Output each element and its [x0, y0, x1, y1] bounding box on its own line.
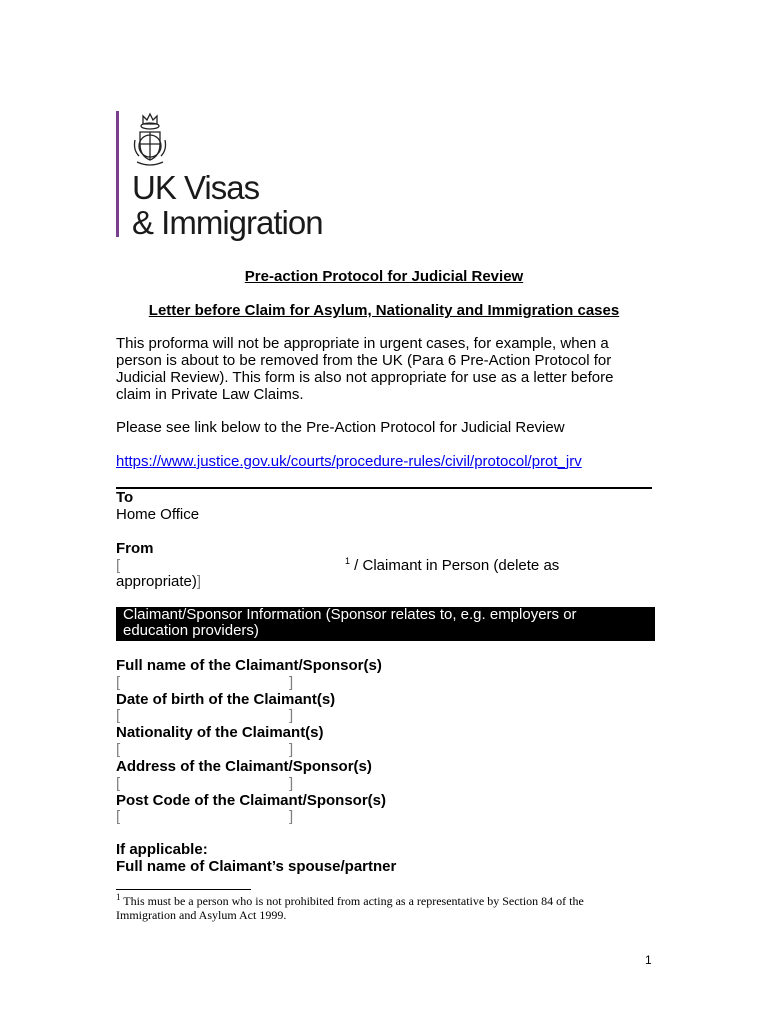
- if-applicable-label: If applicable:: [116, 841, 208, 858]
- intro-line: claim in Private Law Claims.: [116, 386, 304, 403]
- intro-line: Judicial Review). This form is also not appropriate for use as a letter before: [116, 369, 614, 386]
- footnote-separator: [116, 889, 251, 890]
- royal-crest-icon: [131, 110, 169, 168]
- to-label: To: [116, 489, 134, 506]
- post-code-field-open[interactable]: [: [116, 808, 121, 825]
- section-header-line: Claimant/Sponsor Information (Sponsor relates to, e.g. employers or: [123, 606, 577, 623]
- see-link-text: Please see link below to the Pre-Action Protocol for Judicial Review: [116, 419, 565, 436]
- section-header-text: [123, 607, 577, 639]
- nationality-field-close: ]: [289, 741, 294, 758]
- spouse-name-label: Full name of Claimant’s spouse/partner: [116, 858, 397, 875]
- from-field-close-bracket: ]: [196, 573, 202, 590]
- logo-line-1: UK Visas: [132, 169, 260, 206]
- from-claimant-text: [345, 557, 559, 574]
- full-name-field-open[interactable]: [: [116, 674, 121, 691]
- from-field-open-bracket[interactable]: [: [116, 557, 121, 574]
- post-code-label: Post Code of the Claimant/Sponsor(s): [116, 792, 387, 809]
- from-continuation: [116, 573, 201, 590]
- claimant-info-section-header: [116, 607, 655, 641]
- footnote-ref: 1: [345, 556, 351, 566]
- post-code-field-close: ]: [289, 808, 294, 825]
- from-appropriate-text: appropriate): [116, 573, 197, 590]
- date-of-birth-field-close: ]: [289, 707, 294, 724]
- document-title: Pre-action Protocol for Judicial Review: [244, 268, 524, 285]
- intro-paragraph: [116, 335, 613, 403]
- nationality-label: Nationality of the Claimant(s): [116, 724, 324, 741]
- date-of-birth-label: Date of birth of the Claimant(s): [116, 691, 336, 708]
- intro-line: person is about to be removed from the UK (Para 6 Pre-Action Protocol for: [116, 352, 612, 369]
- section-header-line: education providers): [123, 622, 259, 639]
- address-label: Address of the Claimant/Sponsor(s): [116, 758, 372, 775]
- address-field-open[interactable]: [: [116, 775, 121, 792]
- full-name-field-close: ]: [289, 674, 294, 691]
- page-number: 1: [645, 953, 652, 967]
- full-name-label: Full name of the Claimant/Sponsor(s): [116, 657, 382, 674]
- document-subtitle: Letter before Claim for Asylum, Nationality and Immigration cases: [148, 302, 620, 319]
- footnote-line-2: Immigration and Asylum Act 1999.: [116, 908, 287, 922]
- footnote-text-1: This must be a person who is not prohibited from acting as a representative by Section 84 of the: [120, 894, 584, 908]
- footnote-mark: 1: [116, 892, 121, 902]
- footnote: [116, 894, 584, 922]
- date-of-birth-field-open[interactable]: [: [116, 707, 121, 724]
- from-claimant-label: / Claimant in Person (delete as: [350, 557, 560, 574]
- to-value: Home Office: [116, 506, 200, 523]
- protocol-link[interactable]: https://www.justice.gov.uk/courts/procedure-rules/civil/protocol/prot_jrv: [116, 453, 582, 470]
- logo-accent-bar: [116, 111, 119, 237]
- section-divider: [116, 487, 652, 489]
- logo-wordmark: [132, 170, 323, 240]
- address-field-close: ]: [289, 775, 294, 792]
- nationality-field-open[interactable]: [: [116, 741, 121, 758]
- footnote-line-1: [116, 894, 584, 908]
- logo-line-2: & Immigration: [132, 204, 323, 241]
- intro-line: This proforma will not be appropriate in urgent cases, for example, when a: [116, 335, 609, 352]
- from-label: From: [116, 540, 154, 557]
